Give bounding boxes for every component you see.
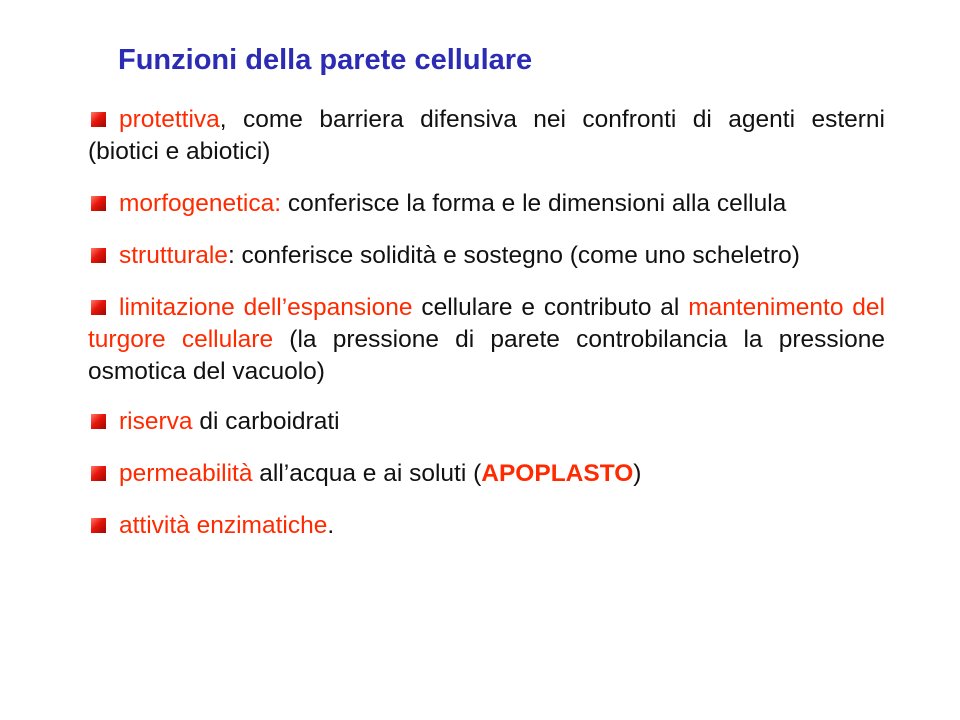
item-text: all’acqua e ai soluti (	[252, 460, 482, 487]
keyword: riserva	[119, 408, 193, 435]
keyword-2: mantenimento del turgore cellulare	[88, 294, 885, 353]
item-text-2: (la pressione di parete controbilancia la pressione osmotica del vacuolo)	[88, 326, 885, 385]
keyword-apoplasto: APOPLASTO	[481, 460, 634, 487]
list-item-limitazione	[88, 292, 885, 388]
red-square-bullet-icon	[91, 112, 106, 127]
slide-title: Funzioni della parete cellulare	[118, 44, 533, 76]
red-square-bullet-icon	[91, 414, 106, 429]
red-square-bullet-icon	[91, 518, 106, 533]
item-text: , come barriera difensiva nei confronti di agenti esterni (biotici e abiotici)	[88, 106, 885, 165]
keyword: protettiva	[119, 106, 220, 133]
list-item-permeabilita	[88, 458, 885, 490]
item-text: : conferisce solidità e sostegno (come uno scheletro)	[227, 242, 800, 269]
list-item-attivita	[88, 510, 885, 542]
item-text: cellulare e contributo al	[412, 294, 689, 321]
keyword: limitazione dell’espansione	[119, 294, 413, 321]
keyword: attività enzimatiche	[119, 512, 328, 539]
red-square-bullet-icon	[91, 196, 106, 211]
red-square-bullet-icon	[91, 248, 106, 263]
list-item-riserva	[88, 406, 885, 438]
keyword: permeabilità	[119, 460, 253, 487]
red-square-bullet-icon	[91, 300, 106, 315]
item-text: conferisce la forma e le dimensioni alla cellula	[281, 190, 787, 217]
item-text-2: )	[633, 460, 642, 487]
list-item-protettiva	[88, 104, 885, 168]
list-item-strutturale	[88, 240, 885, 272]
bullet-list	[88, 104, 885, 562]
keyword: morfogenetica:	[119, 190, 282, 217]
keyword: strutturale	[119, 242, 228, 269]
item-text: di carboidrati	[192, 408, 340, 435]
red-square-bullet-icon	[91, 466, 106, 481]
item-text: .	[327, 512, 335, 539]
list-item-morfogenetica	[88, 188, 885, 220]
